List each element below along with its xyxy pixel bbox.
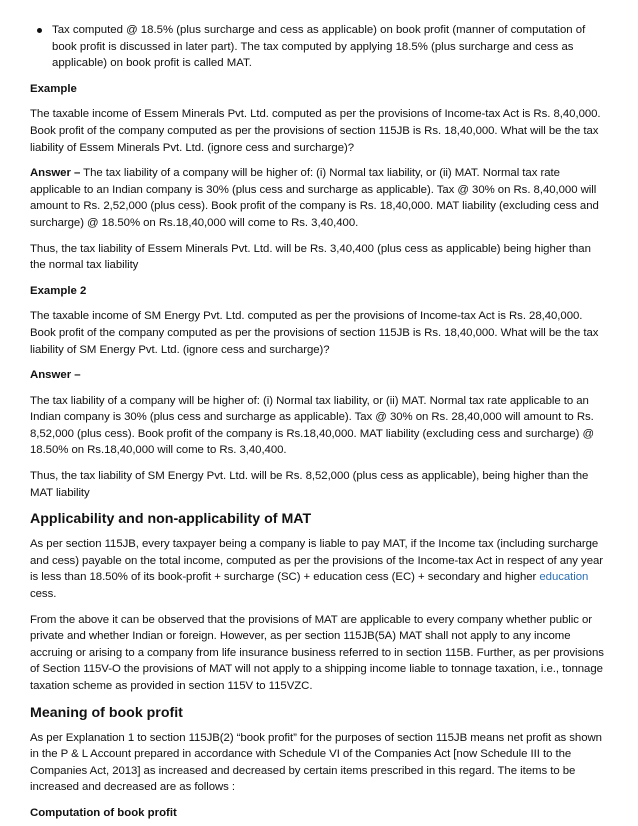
example1-answer-text: The tax liability of a company will be higher of: (i) Normal tax liability, or (ii) MAT. Normal tax rate applicable to an Indian company is 30% (plus cess and surcharge as applicable). Tax @ 30% on Rs. 8,40,000 will amount to Rs. 2,52,000 (plus cess). Book profit of the company is Rs. 18,40,000. MAT liability (excluding cess and surcharge) @ 18.50% on Rs.18,40,000 will come to Rs. 3,40,400.	[30, 167, 599, 229]
book-profit-para: As per Explanation 1 to section 115JB(2) “book profit” for the purposes of section 115JB means net profit as shown in the P & L Account prepared in accordance with Schedule VI of the Companies Act [now Schedule III to the Companies Act, 2013] as increased and decreased by certain items prescribed in this regard. The items to be increased and decreased are as follows :	[30, 731, 602, 794]
applicability-para-1	[30, 536, 608, 602]
example2-conclusion: Thus, the tax liability of SM Energy Pvt. Ltd. will be Rs. 8,52,000 (plus cess as applicable), being higher than the MAT liability	[30, 470, 589, 499]
applicability-para-1-end: cess.	[30, 588, 57, 601]
mat-bullet-list	[30, 22, 608, 72]
applicability-para-1-text: As per section 115JB, every taxpayer being a company is liable to pay MAT, if the Income tax (including surcharge and cess) payable on the total income, computed as per the provisions of the Income-tax Act in respect of any year is less than 18.50% of its book-profit + surcharge (SC) + education cess (EC) + secondary and higher	[30, 538, 604, 584]
example2-answer-text: The tax liability of a company will be higher of: (i) Normal tax liability, or (ii) MAT. Normal tax rate applicable to an Indian company is 30% (plus cess and surcharge as applicable). Tax @ 30% on Rs. 28,40,000 will amount to Rs. 8,52,000 (plus cess). Book profit of the company is Rs.18,40,000. MAT liability (excluding cess and surcharge) @ 18.50% on Rs.18,40,000 will come to Rs. 3,40,400.	[30, 394, 594, 457]
applicability-para-2: From the above it can be observed that the provisions of MAT are applicable to every company whether public or private and whether Indian or foreign. However, as per section 115JB(5A) MAT shall not apply to any income accruing or arising to a company from life insurance business referred to in section 115B. Further, as per provisions of Section 115V-O the provisions of MAT will not apply to a shipping income liable to tonnage taxation, i.e., tonnage taxation scheme as provided in section 115V to 115VZC.	[30, 613, 604, 692]
education-link[interactable]: education	[539, 571, 589, 584]
example1-label: Example	[30, 82, 77, 95]
computation-label: Computation of book profit	[30, 806, 177, 819]
example1-conclusion: Thus, the tax liability of Essem Minerals Pvt. Ltd. will be Rs. 3,40,400 (plus cess as applicable) being higher than the normal tax liability	[30, 242, 591, 272]
example1-answer	[30, 165, 608, 231]
list-item	[30, 22, 608, 72]
example1-answer-label: Answer –	[30, 167, 81, 180]
bullet-icon	[37, 28, 42, 33]
example2-answer-label: Answer –	[30, 369, 81, 382]
bullet-text: Tax computed @ 18.5% (plus surcharge and cess as applicable) on book profit (manner of computation of book profit is discussed in later part). The tax computed by applying 18.5% (plus surcharge and cess as applicable) on book profit is called MAT.	[52, 24, 586, 70]
example2-label: Example 2	[30, 284, 87, 297]
applicability-heading: Applicability and non-applicability of MAT	[30, 511, 312, 528]
book-profit-heading: Meaning of book profit	[30, 704, 183, 721]
example1-question: The taxable income of Essem Minerals Pvt. Ltd. computed as per the provisions of Income-tax Act is Rs. 8,40,000. Book profit of the company computed as per the provisions of section 115JB is Rs. 18,40,000. What will be the tax liability of Essem Minerals Pvt. Ltd. (ignore cess and surcharge)?	[30, 108, 601, 154]
example2-question: The taxable income of SM Energy Pvt. Ltd. computed as per the provisions of Income-tax Act is Rs. 28,40,000. Book profit of the company computed as per the provisions of section 115JB is Rs. 18,40,000. What will be the tax liability of SM Energy Pvt. Ltd. (ignore cess and surcharge)?	[30, 310, 599, 356]
